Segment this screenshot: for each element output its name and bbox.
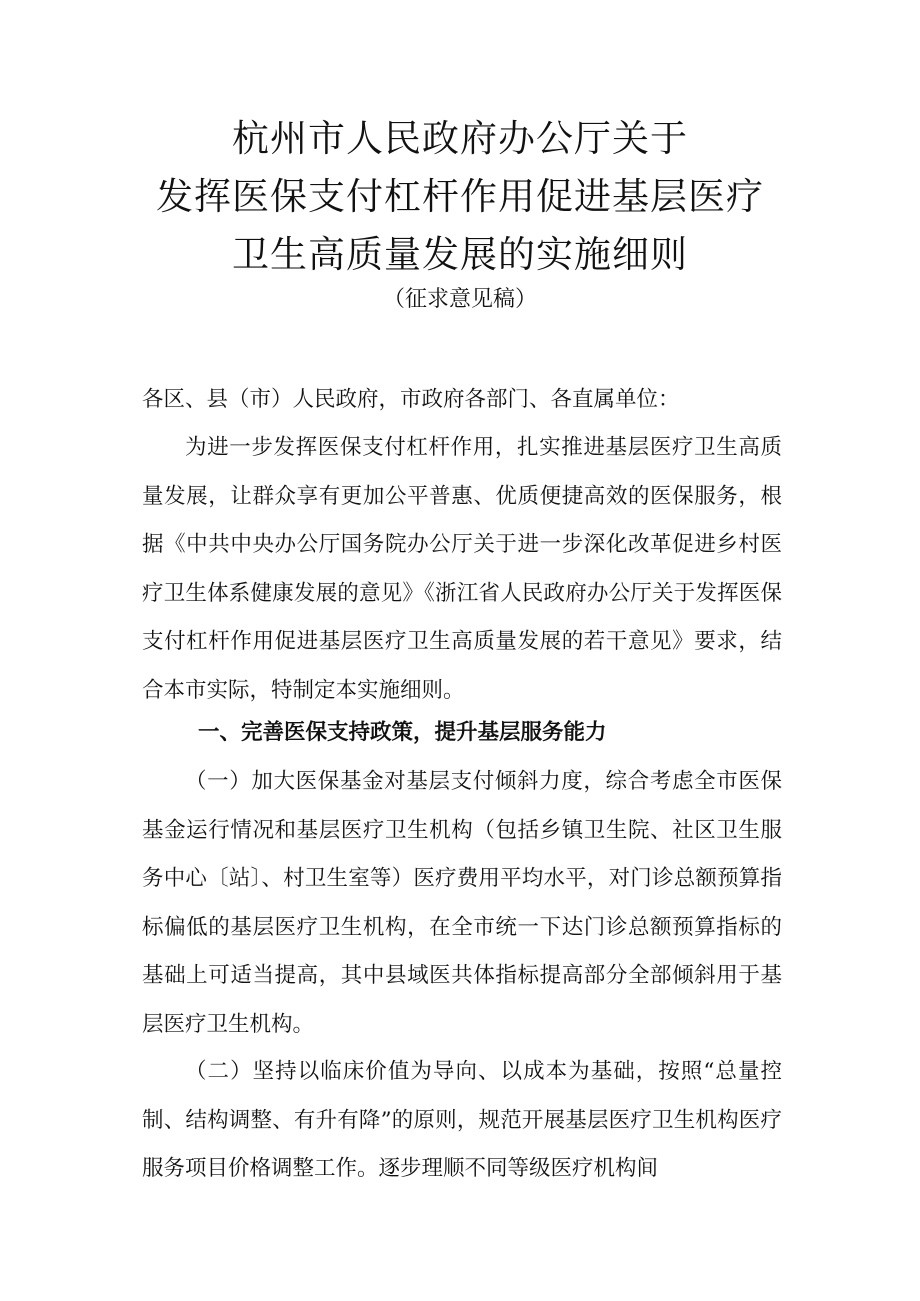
item-paragraph-1: （一）加大医保基金对基层支付倾斜力度，综合考虑全市医保基金运行情况和基层医疗卫生机构（包括乡镇卫生院、社区卫生服务中心〔站〕、村卫生室等）医疗费用平均水平，对门诊总额预算指标偏低的基层医疗卫生机构，在全市统一下达门诊总额预算指标的基础上可适当提高，其中县域医共体指标提高部分全部倾斜用于基层医疗卫生机构。 (142, 769, 782, 1037)
section-heading-1: 一、完善医保支持政策，提升基层服务能力 (198, 720, 607, 745)
item-paragraph-2: （二）坚持以临床价值为导向、以成本为基础，按照“总量控制、结构调整、有升有降”的原则，规范开展基层医疗卫生机构医疗服务项目价格调整工作。逐步理顺不同等级医疗机构间 (142, 1059, 782, 1181)
document-subtitle: （征求意见稿） (382, 287, 537, 312)
addressee: 各区、县（市）人民政府，市政府各部门、各直属单位： (142, 387, 680, 412)
intro-paragraph: 为进一步发挥医保支付杠杆作用，扎实推进基层医疗卫生高质量发展，让群众享有更加公平普惠、优质便捷高效的医保服务，根据《中共中央办公厅国务院办公厅关于进一步深化改革促进乡村医疗卫生体系健康发展的意见》《浙江省人民政府办公厅关于发挥医保支付杠杆作用促进基层医疗卫生高质量发展的若干意见》要求，结合本市实际，特制定本实施细则。 (142, 435, 782, 703)
document-title (0, 110, 920, 284)
title-line-1: 杭州市人民政府办公厅关于 (232, 117, 688, 160)
title-line-3: 卫生高质量发展的实施细则 (232, 233, 688, 276)
title-line-2: 发挥医保支付杠杆作用促进基层医疗 (156, 175, 764, 218)
